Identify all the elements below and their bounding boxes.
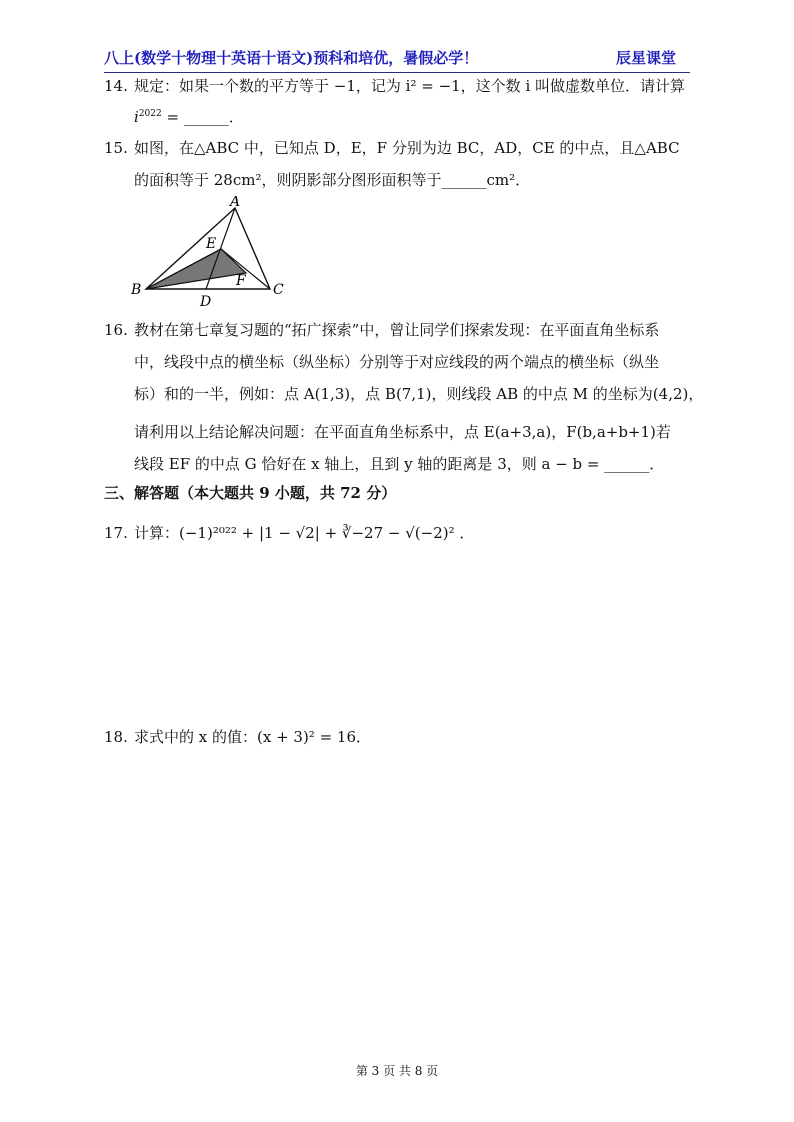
question-number: 18. [104, 728, 128, 746]
question-15-line2 [134, 170, 530, 190]
header-brand: 辰星课堂 [615, 49, 676, 67]
question-16-text-5: 线段 EF 的中点 G 恰好在 x 轴上，且到 y 轴的距离是 3，则 a − b = ______． [134, 455, 665, 473]
question-15-line1 [104, 138, 680, 158]
question-17-text: 计算：(−1)²⁰²² + |1 − √2| + ∛−27 − √(−2)² ． [134, 524, 475, 542]
question-15-text-2: 的面积等于 28cm²，则阴影部分图形面积等于______cm²． [134, 171, 531, 189]
label-a: A [230, 196, 241, 210]
question-16-line3 [134, 384, 703, 404]
label-d: D [200, 294, 212, 308]
question-16-line4 [134, 422, 671, 442]
shaded-region [146, 249, 246, 289]
triangle-diagram [128, 196, 298, 308]
question-number: 15. [104, 139, 128, 157]
question-16-text-3: 标）和的一半，例如：点 A(1,3)，点 B(7,1)，则线段 AB 的中点 M 的坐标为(4,2)， [134, 385, 704, 403]
question-16-text-4: 请利用以上结论解决问题：在平面直角坐标系中，点 E(a+3,a)，F(b,a+b+1)若 [134, 423, 671, 441]
question-14-line1 [104, 76, 685, 96]
section-heading: 三、解答题（本大题共 9 小题，共 72 分） [104, 484, 397, 502]
label-f: F [236, 273, 246, 289]
question-number: 14. [104, 77, 128, 95]
question-17 [104, 523, 474, 543]
question-number: 16. [104, 321, 128, 339]
page-footer: 第 3 页 共 8 页 [355, 1064, 439, 1078]
question-18 [104, 727, 371, 747]
label-c: C [273, 282, 284, 298]
label-b: B [131, 282, 142, 298]
header-title: 八上(数学十物理十英语十语文)预科和培优，暑假必学！ [104, 49, 479, 67]
question-14-line2 [134, 107, 244, 127]
label-e: E [206, 236, 217, 252]
question-16-line2 [134, 352, 659, 372]
triangle-figure [128, 196, 298, 312]
answer-blank: = ______． [161, 108, 244, 126]
page-header [104, 44, 690, 73]
question-16-line1 [104, 320, 659, 340]
question-16-line5 [134, 454, 664, 474]
question-number: 17. [104, 524, 128, 542]
imaginary-unit: i [134, 108, 139, 126]
question-16-text-2: 中，线段中点的横坐标（纵坐标）分别等于对应线段的两个端点的横坐标（纵坐 [134, 353, 660, 371]
question-18-text: 求式中的 x 的值：(x + 3)² = 16． [134, 728, 372, 746]
question-16-text-1: 教材在第七章复习题的“拓广探索”中，曾让同学们探索发现：在平面直角坐标系 [134, 321, 660, 339]
exponent: 2022 [138, 109, 162, 119]
question-15-text: 如图，在△ABC 中，已知点 D，E，F 分别为边 BC，AD，CE 的中点，且△ABC [134, 139, 680, 157]
question-14-text: 规定：如果一个数的平方等于 −1，记为 i² = −1，这个数 i 叫做虚数单位．请计算 [134, 77, 686, 95]
